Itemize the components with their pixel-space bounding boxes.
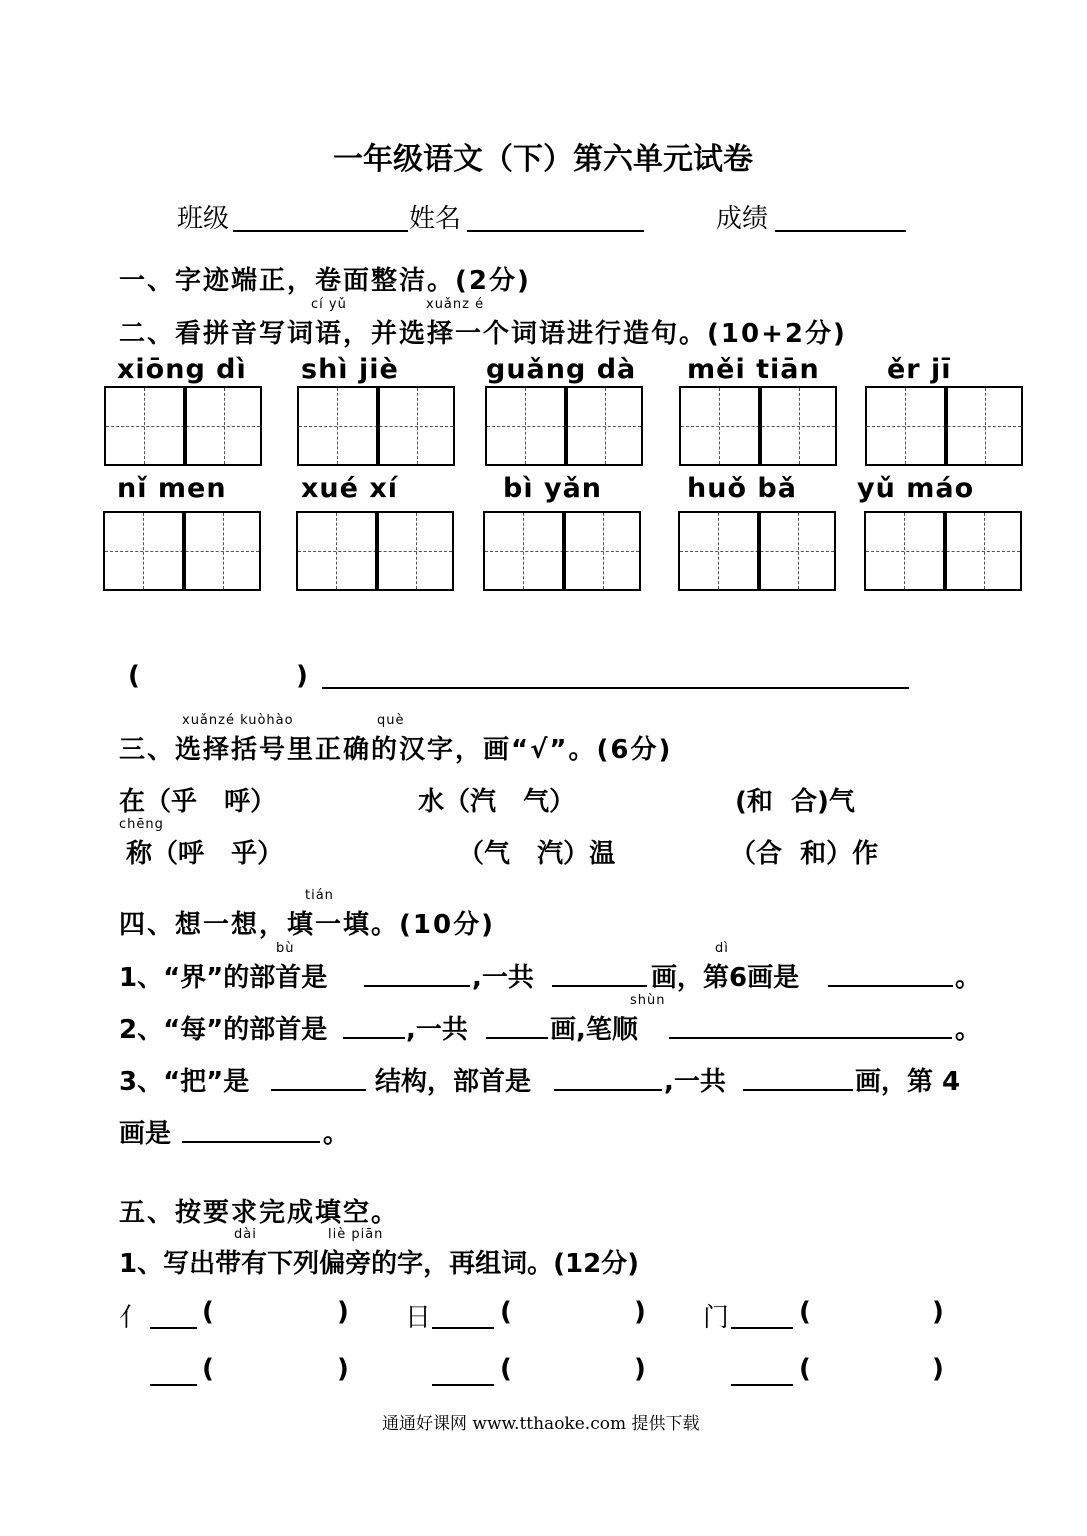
radical-label: 门 — [703, 1303, 730, 1333]
paren-open: ( — [202, 1297, 214, 1327]
q3-radical-field[interactable] — [554, 1089, 662, 1091]
pinyin-word: xué xí — [301, 473, 399, 504]
page-title: 一年级语文（下）第六单元试卷 — [333, 142, 753, 177]
pinyin-word: guǎng dà — [486, 354, 637, 385]
writing-grid[interactable] — [103, 511, 261, 591]
section-2-heading: 二、看拼音写词语，并选择一个词语进行造句。(10+2分) — [119, 319, 847, 349]
writing-grid[interactable] — [297, 386, 455, 466]
ruby-xuanze-kuohao: xuǎnzé kuòhào — [182, 713, 294, 728]
pinyin-word: bì yǎn — [503, 473, 603, 504]
score-label: 成绩 — [716, 204, 769, 234]
paren-open: ( — [799, 1354, 811, 1384]
ruby-ciyu: cí yǔ — [311, 297, 347, 312]
sentence-word-field[interactable] — [150, 688, 290, 690]
ruby-tian: tián — [305, 888, 334, 903]
paren-close: ) — [634, 1354, 646, 1384]
choice-item[interactable]: （气 汽）温 — [458, 839, 616, 869]
footer-text: 通通好课网 www.tthaoke.com 提供下载 — [382, 1414, 700, 1434]
writing-grid[interactable] — [678, 511, 836, 591]
q1-strokes-field[interactable] — [552, 985, 647, 987]
sentence-paren-close: ) — [296, 661, 308, 691]
class-field[interactable] — [233, 230, 408, 232]
q1-radical-field[interactable] — [364, 985, 470, 987]
pinyin-word: yǔ máo — [857, 473, 975, 504]
paren-open: ( — [799, 1297, 811, 1327]
pinyin-word: nǐ men — [117, 473, 227, 504]
ruby-bu: bù — [276, 941, 295, 956]
name-label: 姓名 — [409, 204, 462, 234]
q1-text-b: ,一共 — [472, 963, 534, 993]
writing-grid[interactable] — [864, 511, 1022, 591]
ruby-xuanze: xuǎnz é — [426, 297, 485, 312]
choice-item[interactable]: (和 合)气 — [735, 787, 855, 817]
class-label: 班级 — [177, 204, 230, 234]
q1-text-a: 1、“界”的部首是 — [119, 963, 328, 993]
paren-close: ) — [932, 1297, 944, 1327]
radical-label: 日 — [405, 1303, 432, 1333]
q2-text-d: 。 — [955, 1015, 982, 1045]
paren-open: ( — [500, 1297, 512, 1327]
q1-stroke6-field[interactable] — [828, 985, 953, 987]
q3-text-e: 画是 — [119, 1119, 172, 1149]
q3-text-a: 3、“把”是 — [119, 1067, 250, 1097]
sentence-paren-open: ( — [128, 661, 140, 691]
section-1-heading: 一、字迹端正，卷面整洁。(2分) — [119, 266, 531, 296]
section-3-heading: 三、选择括号里正确的汉字，画“√”。(6分) — [119, 735, 673, 765]
pinyin-word: huǒ bǎ — [687, 473, 797, 504]
writing-grid[interactable] — [483, 511, 641, 591]
q3-text-d: 画，第 4 — [855, 1067, 961, 1097]
pinyin-word: xiōng dì — [117, 354, 247, 385]
writing-grid[interactable] — [679, 386, 837, 466]
q3-stroke4-field[interactable] — [182, 1141, 320, 1143]
paren-close: ) — [634, 1297, 646, 1327]
q2-text-c: 画,笔顺 — [550, 1015, 638, 1045]
q2-text-b: ,一共 — [406, 1015, 468, 1045]
ruby-shun: shùn — [630, 993, 666, 1008]
choice-item[interactable]: （合 和）作 — [730, 839, 879, 869]
char-field[interactable] — [731, 1384, 793, 1386]
writing-grid[interactable] — [296, 511, 454, 591]
q2-text-a: 2、“每”的部首是 — [119, 1015, 328, 1045]
q3-text-f: 。 — [323, 1119, 350, 1149]
ruby-liepian: liè piān — [328, 1227, 384, 1242]
q1-text-c: 画，第6画是 — [651, 963, 800, 993]
char-field[interactable] — [731, 1327, 793, 1329]
paren-close: ) — [337, 1297, 349, 1327]
q3-strokes-field[interactable] — [743, 1089, 853, 1091]
score-field[interactable] — [775, 230, 906, 232]
pinyin-word: ěr jī — [887, 354, 952, 385]
name-field[interactable] — [467, 230, 644, 232]
radical-label: 亻 — [119, 1303, 146, 1333]
section-5-q1: 1、写出带有下列偏旁的字，再组词。(12分) — [119, 1249, 640, 1279]
sentence-line[interactable] — [322, 687, 909, 689]
q1-text-d: 。 — [955, 963, 982, 993]
section-4-heading: 四、想一想，填一填。(10分) — [119, 910, 495, 940]
pinyin-word: měi tiān — [687, 354, 820, 385]
ruby-dai: dài — [234, 1227, 257, 1242]
q2-strokes-field[interactable] — [486, 1037, 548, 1039]
char-field[interactable] — [150, 1384, 197, 1386]
q3-text-c: ,一共 — [664, 1067, 726, 1097]
ruby-cheng: chēng — [119, 817, 164, 832]
pinyin-word: shì jiè — [301, 354, 399, 385]
q2-order-field[interactable] — [669, 1037, 952, 1039]
paren-close: ) — [932, 1354, 944, 1384]
char-field[interactable] — [432, 1327, 494, 1329]
writing-grid[interactable] — [485, 386, 643, 466]
paren-open: ( — [202, 1354, 214, 1384]
section-5-heading: 五、按要求完成填空。 — [119, 1198, 400, 1228]
char-field[interactable] — [150, 1327, 197, 1329]
choice-item[interactable]: 在（乎 呼） — [119, 787, 277, 817]
q3-structure-field[interactable] — [271, 1089, 366, 1091]
ruby-di: dì — [715, 941, 729, 956]
choice-item[interactable]: 水（汽 气） — [418, 787, 576, 817]
paren-close: ) — [337, 1354, 349, 1384]
writing-grid[interactable] — [865, 386, 1023, 466]
char-field[interactable] — [432, 1384, 494, 1386]
q3-text-b: 结构，部首是 — [375, 1067, 532, 1097]
paren-open: ( — [500, 1354, 512, 1384]
ruby-que: què — [377, 713, 405, 728]
q2-radical-field[interactable] — [343, 1037, 405, 1039]
choice-item[interactable]: 称（呼 乎） — [126, 839, 284, 869]
writing-grid[interactable] — [104, 386, 262, 466]
